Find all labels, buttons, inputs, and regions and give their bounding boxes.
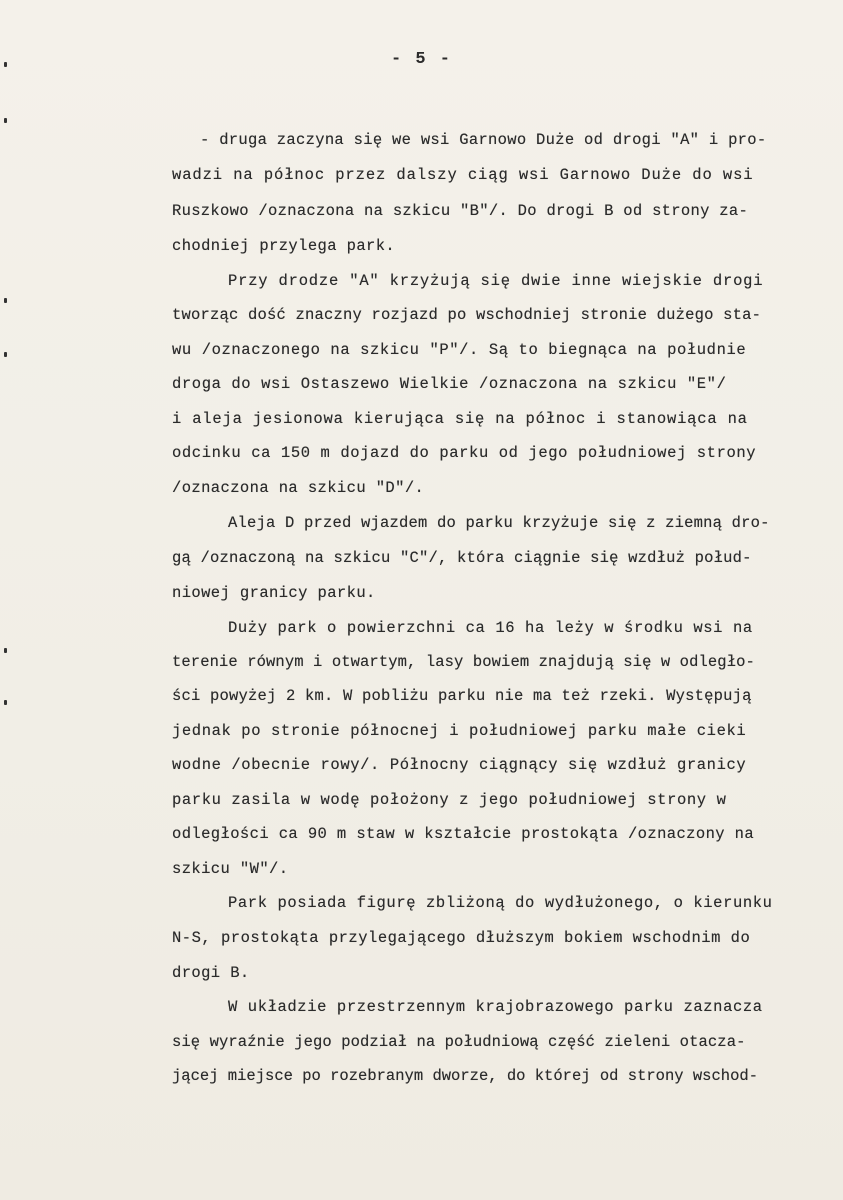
edge-mark	[4, 352, 7, 357]
text-line: odcinku ca 150 m dojazd do parku od jego południowej strony	[172, 444, 757, 462]
edge-mark	[4, 700, 7, 705]
text-line: jącej miejsce po rozebranym dworze, do której od strony wschod-	[172, 1067, 758, 1085]
text-line: parku zasila w wodę położony z jego południowej strony w	[172, 791, 727, 809]
text-line: droga do wsi Ostaszewo Wielkie /oznaczona na szkicu "E"/	[172, 375, 727, 393]
text-line: odległości ca 90 m staw w kształcie prostokąta /oznaczony na	[172, 825, 755, 843]
text-line: Przy drodze "A" krzyżują się dwie inne wiejskie drogi	[228, 272, 764, 290]
text-line: Ruszkowo /oznaczona na szkicu "B"/. Do drogi B od strony za-	[172, 202, 749, 220]
text-line: /oznaczona na szkicu "D"/.	[172, 479, 425, 497]
text-line: niowej granicy parku.	[172, 584, 376, 602]
edge-mark	[4, 298, 7, 303]
edge-mark	[4, 648, 7, 653]
text-line: ści powyżej 2 km. W pobliżu parku nie ma też rzeki. Występują	[172, 687, 752, 705]
text-line: Aleja D przed wjazdem do parku krzyżuje się z ziemną dro-	[228, 514, 770, 532]
text-line: - druga zaczyna się we wsi Garnowo Duże od drogi "A" i pro-	[200, 131, 767, 149]
text-line: się wyraźnie jego podział na południową część zieleni otacza-	[172, 1033, 746, 1051]
text-line: wadzi na północ przez dalszy ciąg wsi Garnowo Duże do wsi	[172, 166, 754, 184]
text-line: Duży park o powierzchni ca 16 ha leży w środku wsi na	[228, 619, 753, 637]
page-number: - 5 -	[390, 50, 452, 69]
edge-mark	[4, 118, 7, 123]
text-line: i aleja jesionowa kierująca się na północ i stanowiąca na	[172, 410, 748, 428]
text-line: Park posiada figurę zbliżoną do wydłużonego, o kierunku	[228, 894, 773, 912]
text-line: wodne /obecnie rowy/. Północny ciągnący się wzdłuż granicy	[172, 756, 747, 774]
text-line: szkicu "W"/.	[172, 860, 289, 878]
text-line: wu /oznaczonego na szkicu "P"/. Są to biegnąca na południe	[172, 341, 747, 359]
text-line: gą /oznaczoną na szkicu "C"/, która ciągnie się wzdłuż połud-	[172, 549, 752, 567]
text-line: terenie równym i otwartym, lasy bowiem znajdują się w odległo-	[172, 653, 755, 671]
text-line: N-S, prostokąta przylegającego dłuższym bokiem wschodnim do	[172, 929, 751, 947]
text-line: drogi B.	[172, 964, 250, 982]
text-line: chodniej przylega park.	[172, 237, 396, 255]
text-line: jednak po stronie północnej i południowej parku małe cieki	[172, 722, 747, 740]
text-line: W układzie przestrzennym krajobrazowego parku zaznacza	[228, 998, 763, 1016]
text-line: tworząc dość znaczny rozjazd po wschodniej stronie dużego sta-	[172, 306, 762, 324]
